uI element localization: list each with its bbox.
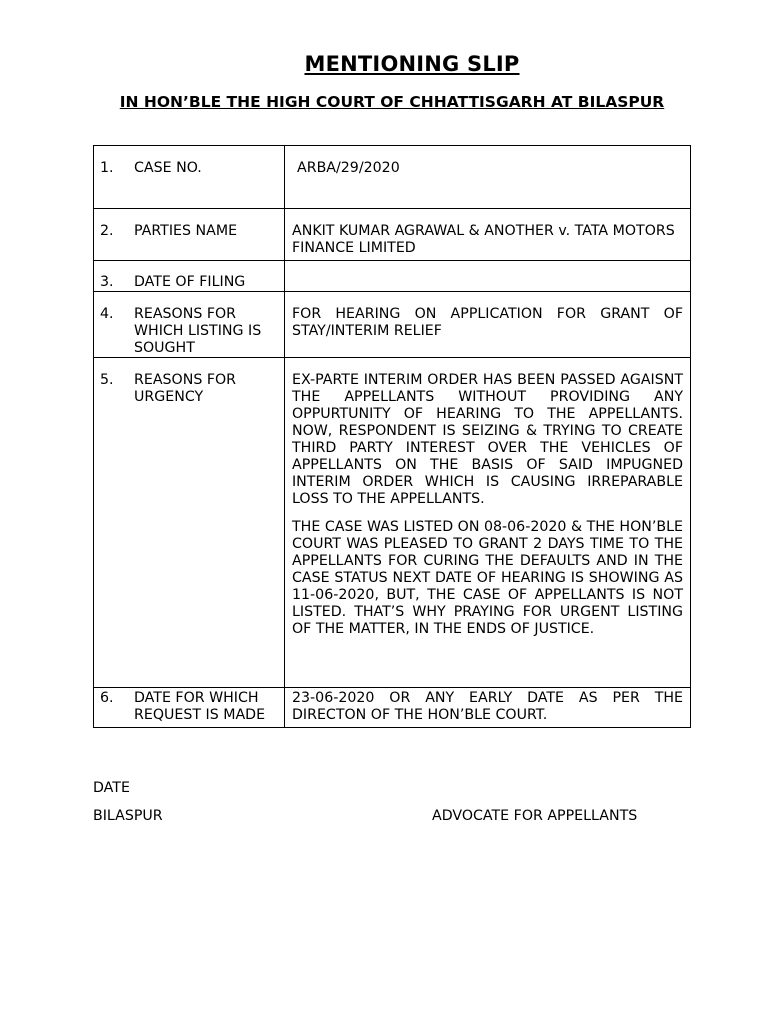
- row-label: REASONS FOR WHICH LISTING IS SOUGHT: [134, 306, 262, 356]
- footer-signatory: ADVOCATE FOR APPELLANTS: [432, 808, 638, 824]
- row-value-cell: [285, 261, 691, 292]
- urgency-paragraph: EX-PARTE INTERIM ORDER HAS BEEN PASSED AGAISNT THE APPELLANTS WITHOUT PROVIDING ANY OPPURTUNITY OF HEARING TO THE APPELLANTS. NOW, RESPONDENT IS SEIZING & TRYING TO CREATE THIRD PARTY INTEREST OVER THE VEHICLES OF APPELLANTS ON THE BASIS OF SAID IMPUGNED INTERIM ORDER WHICH IS CAUSING IRREPARABLE LOSS TO THE APPELLANTS.: [292, 372, 683, 507]
- row-label: CASE NO.: [134, 160, 202, 176]
- row-label-cell: [94, 358, 285, 688]
- listing-reason-value: FOR HEARING ON APPLICATION FOR GRANT OF STAY/INTERIM RELIEF: [292, 306, 683, 339]
- row-number: 3.: [100, 274, 114, 290]
- table-row: [94, 261, 691, 292]
- row-label-cell: [94, 261, 285, 292]
- row-number: 1.: [100, 160, 114, 176]
- document-title: MENTIONING SLIP: [304, 52, 520, 76]
- row-value-cell: [285, 358, 691, 688]
- table-row: [94, 688, 691, 728]
- mentioning-slip-table: [93, 145, 691, 728]
- row-number: 2.: [100, 223, 114, 239]
- row-value-cell: [285, 146, 691, 209]
- row-label: DATE FOR WHICH REQUEST IS MADE: [134, 690, 266, 723]
- row-label: DATE OF FILING: [134, 274, 246, 290]
- row-number: 4.: [100, 306, 114, 322]
- row-label-cell: [94, 292, 285, 358]
- row-label-cell: [94, 146, 285, 209]
- row-value-cell: [285, 292, 691, 358]
- row-value-cell: [285, 688, 691, 728]
- footer-place: BILASPUR: [93, 808, 163, 824]
- row-label-cell: [94, 688, 285, 728]
- court-heading: IN HON’BLE THE HIGH COURT OF CHHATTISGARH AT BILASPUR: [119, 93, 665, 111]
- table-row: [94, 146, 691, 209]
- parties-name-value: ANKIT KUMAR AGRAWAL & ANOTHER v. TATA MOTORS FINANCE LIMITED: [292, 223, 675, 256]
- footer-date-label: DATE: [93, 780, 130, 796]
- table-row: [94, 209, 691, 261]
- row-value-cell: [285, 209, 691, 261]
- row-label-cell: [94, 209, 285, 261]
- row-label: PARTIES NAME: [134, 223, 238, 239]
- urgency-paragraph: THE CASE WAS LISTED ON 08-06-2020 & THE HON’BLE COURT WAS PLEASED TO GRANT 2 DAYS TIME TO THE APPELLANTS FOR CURING THE DEFAULTS AND IN THE CASE STATUS NEXT DATE OF HEARING IS SHOWING AS 11-06-2020, BUT, THE CASE OF APPELLANTS IS NOT LISTED. THAT’S WHY PRAYING FOR URGENT LISTING OF THE MATTER, IN THE ENDS OF JUSTICE.: [292, 519, 683, 637]
- row-label: REASONS FOR URGENCY: [134, 372, 237, 405]
- row-number: 5.: [100, 372, 114, 388]
- table-row: [94, 358, 691, 688]
- requested-date-value: 23-06-2020 OR ANY EARLY DATE AS PER THE DIRECTON OF THE HON’BLE COURT.: [292, 690, 683, 723]
- row-number: 6.: [100, 690, 114, 706]
- table-row: [94, 292, 691, 358]
- case-number-value: ARBA/29/2020: [297, 160, 400, 176]
